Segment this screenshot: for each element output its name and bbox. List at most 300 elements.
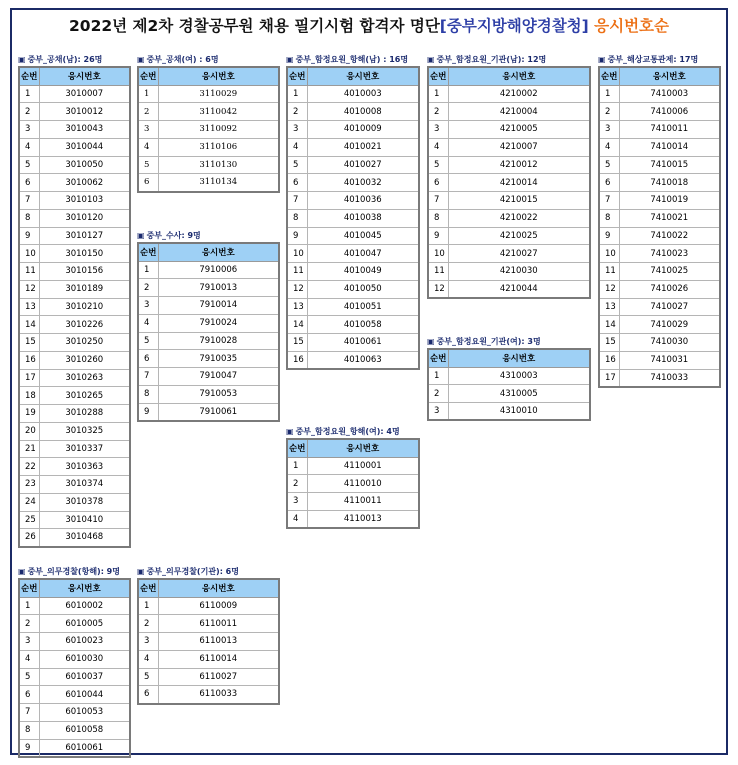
exam-number: 7410014 [619, 138, 720, 156]
exam-number: 3010363 [39, 458, 130, 476]
row-number: 18 [19, 387, 39, 405]
table-row [599, 316, 720, 334]
table-row [19, 209, 130, 227]
exam-number: 3010325 [39, 422, 130, 440]
row-number: 11 [428, 263, 448, 281]
row-number: 8 [19, 721, 39, 739]
table-row [287, 334, 419, 352]
table-row [287, 245, 419, 263]
exam-number: 4310005 [448, 385, 590, 403]
exam-number: 7410018 [619, 174, 720, 192]
exam-number: 3010012 [39, 103, 130, 121]
exam-number: 6010053 [39, 704, 130, 722]
group-block [137, 565, 280, 705]
exam-number: 3010150 [39, 245, 130, 263]
table-header-row [428, 67, 590, 85]
table-row [138, 314, 279, 332]
row-number: 5 [287, 156, 307, 174]
row-number: 7 [19, 192, 39, 210]
table-row [599, 192, 720, 210]
row-number: 1 [19, 85, 39, 103]
row-number: 6 [19, 686, 39, 704]
table-row [287, 85, 419, 103]
row-number: 5 [138, 668, 158, 686]
row-number: 9 [19, 739, 39, 757]
exam-number: 7410030 [619, 334, 720, 352]
exam-number: 3110029 [158, 85, 279, 103]
exam-number: 7910035 [158, 350, 279, 368]
table-row [599, 298, 720, 316]
table-row [599, 85, 720, 103]
exam-number: 7410026 [619, 280, 720, 298]
row-number: 5 [19, 156, 39, 174]
group-caption [598, 53, 721, 66]
exam-number: 4310003 [448, 367, 590, 385]
exam-number: 4210002 [448, 85, 590, 103]
row-number: 9 [428, 227, 448, 245]
square-bullet-icon: ▣ [286, 427, 294, 436]
exam-number: 3010288 [39, 405, 130, 423]
exam-number: 7410023 [619, 245, 720, 263]
group-caption-text: 중부_함정요원_기관(남): 12명 [436, 55, 547, 64]
table-row [19, 351, 130, 369]
square-bullet-icon: ▣ [286, 55, 294, 64]
row-number: 2 [138, 279, 158, 297]
row-number: 3 [19, 633, 39, 651]
table-row [599, 351, 720, 369]
exam-number: 6110009 [158, 597, 279, 615]
exam-number: 4010021 [307, 138, 419, 156]
row-number: 2 [19, 103, 39, 121]
table-row [19, 405, 130, 423]
row-number: 5 [428, 156, 448, 174]
square-bullet-icon: ▣ [18, 567, 26, 576]
table-row [428, 174, 590, 192]
row-number: 6 [138, 174, 158, 192]
exam-number: 4210030 [448, 263, 590, 281]
row-number: 17 [19, 369, 39, 387]
row-number: 3 [599, 121, 619, 139]
results-table [137, 242, 280, 422]
table-row [287, 138, 419, 156]
exam-number: 6010023 [39, 633, 130, 651]
row-number: 17 [599, 369, 619, 387]
exam-number: 4010051 [307, 298, 419, 316]
square-bullet-icon: ▣ [18, 55, 26, 64]
table-header-row [428, 349, 590, 367]
table-row [19, 156, 130, 174]
table-row [599, 121, 720, 139]
row-number: 5 [138, 332, 158, 350]
group-block [427, 335, 591, 421]
table-row [138, 103, 279, 121]
exam-number: 7410027 [619, 298, 720, 316]
exam-number: 3010226 [39, 316, 130, 334]
row-number: 4 [138, 138, 158, 156]
row-number: 2 [19, 615, 39, 633]
exam-number: 6010037 [39, 668, 130, 686]
row-number: 10 [428, 245, 448, 263]
title-order: 응시번호순 [588, 17, 669, 35]
row-number: 6 [287, 174, 307, 192]
table-row [287, 209, 419, 227]
table-row [138, 174, 279, 192]
exam-number: 4210004 [448, 103, 590, 121]
exam-number: 6010061 [39, 739, 130, 757]
group-caption [427, 335, 591, 348]
row-number: 4 [138, 650, 158, 668]
exam-number: 3010156 [39, 263, 130, 281]
table-row [19, 476, 130, 494]
exam-number: 4010009 [307, 121, 419, 139]
group-caption-text: 중부_의무경찰(기관): 6명 [146, 567, 239, 576]
exam-number: 3110106 [158, 138, 279, 156]
exam-number: 3010410 [39, 511, 130, 529]
row-number: 6 [19, 174, 39, 192]
row-number: 6 [138, 350, 158, 368]
row-number: 9 [599, 227, 619, 245]
group-caption-text: 중부_공채(여) : 6명 [146, 55, 219, 64]
group-caption-text: 중부_함정요원_기관(여): 3명 [436, 337, 541, 346]
table-row [138, 615, 279, 633]
group-block [137, 229, 280, 422]
table-row [138, 633, 279, 651]
exam-number: 3010189 [39, 280, 130, 298]
table-row [287, 103, 419, 121]
row-number: 7 [599, 192, 619, 210]
row-number: 1 [599, 85, 619, 103]
row-number: 16 [599, 351, 619, 369]
exam-number: 7410006 [619, 103, 720, 121]
table-row [19, 245, 130, 263]
results-table [137, 578, 280, 705]
row-number: 2 [287, 103, 307, 121]
exam-number: 3010120 [39, 209, 130, 227]
exam-number: 7910028 [158, 332, 279, 350]
table-header-row [138, 67, 279, 85]
table-row [19, 369, 130, 387]
table-row [138, 279, 279, 297]
results-table [286, 66, 420, 370]
exam-number: 4110013 [307, 510, 419, 528]
square-bullet-icon: ▣ [137, 567, 145, 576]
row-number: 4 [138, 314, 158, 332]
results-table [598, 66, 721, 388]
group-caption-text: 중부_해상교통관제: 17명 [607, 55, 699, 64]
table-row [287, 192, 419, 210]
table-row [138, 121, 279, 139]
row-number: 24 [19, 493, 39, 511]
table-row [428, 192, 590, 210]
row-number: 2 [428, 103, 448, 121]
row-number: 21 [19, 440, 39, 458]
group-caption-text: 중부_공채(남): 26명 [27, 55, 103, 64]
exam-number: 3010044 [39, 138, 130, 156]
row-number: 8 [287, 209, 307, 227]
exam-number: 4210027 [448, 245, 590, 263]
table-row [138, 368, 279, 386]
table-row [19, 493, 130, 511]
exam-number: 7410019 [619, 192, 720, 210]
row-number: 4 [19, 650, 39, 668]
group-caption [18, 565, 131, 578]
table-header-row [599, 67, 720, 85]
table-row [287, 280, 419, 298]
row-number: 7 [428, 192, 448, 210]
group-block [18, 565, 131, 758]
row-number: 16 [19, 351, 39, 369]
row-number: 4 [599, 138, 619, 156]
table-row [19, 263, 130, 281]
exam-number: 6010005 [39, 615, 130, 633]
exam-number: 3110092 [158, 121, 279, 139]
row-number: 14 [287, 316, 307, 334]
table-row [19, 121, 130, 139]
header-exam-number: 응시번호 [39, 579, 130, 597]
exam-number: 3110042 [158, 103, 279, 121]
table-row [19, 739, 130, 757]
row-number: 26 [19, 529, 39, 547]
exam-number: 4210044 [448, 280, 590, 298]
row-number: 15 [599, 334, 619, 352]
table-header-row [287, 439, 419, 457]
exam-number: 4010032 [307, 174, 419, 192]
row-number: 8 [599, 209, 619, 227]
exam-number: 7410011 [619, 121, 720, 139]
exam-number: 7410022 [619, 227, 720, 245]
row-number: 15 [287, 334, 307, 352]
table-row [428, 263, 590, 281]
exam-number: 4010050 [307, 280, 419, 298]
table-row [19, 85, 130, 103]
header-exam-number: 응시번호 [158, 67, 279, 85]
group-block [427, 53, 591, 299]
table-row [19, 686, 130, 704]
table-row [138, 85, 279, 103]
group-caption [286, 425, 420, 438]
title-main: 2022년 제2차 경찰공무원 채용 필기시험 합격자 명단 [69, 17, 440, 35]
row-number: 10 [287, 245, 307, 263]
exam-number: 7910006 [158, 261, 279, 279]
table-row [599, 227, 720, 245]
header-no: 순번 [19, 579, 39, 597]
row-number: 3 [428, 121, 448, 139]
table-row [19, 316, 130, 334]
table-row [428, 209, 590, 227]
table-row [287, 316, 419, 334]
group-caption [137, 53, 280, 66]
group-caption [137, 565, 280, 578]
table-header-row [138, 243, 279, 261]
row-number: 11 [599, 263, 619, 281]
row-number: 14 [599, 316, 619, 334]
header-no: 순번 [287, 67, 307, 85]
group-caption-text: 중부_함정요원_항해(여): 4명 [295, 427, 400, 436]
row-number: 10 [19, 245, 39, 263]
row-number: 1 [138, 597, 158, 615]
table-row [19, 103, 130, 121]
square-bullet-icon: ▣ [598, 55, 606, 64]
row-number: 2 [599, 103, 619, 121]
row-number: 1 [287, 85, 307, 103]
row-number: 3 [138, 121, 158, 139]
exam-number: 4010061 [307, 334, 419, 352]
exam-number: 4010003 [307, 85, 419, 103]
group-block [18, 53, 131, 548]
table-row [428, 156, 590, 174]
table-row [287, 263, 419, 281]
row-number: 9 [19, 227, 39, 245]
table-row [428, 85, 590, 103]
exam-number: 4010036 [307, 192, 419, 210]
row-number: 1 [428, 85, 448, 103]
exam-number: 7410029 [619, 316, 720, 334]
row-number: 3 [287, 121, 307, 139]
row-number: 5 [19, 668, 39, 686]
table-row [138, 297, 279, 315]
table-row [138, 385, 279, 403]
exam-number: 4110010 [307, 475, 419, 493]
exam-number: 3010043 [39, 121, 130, 139]
row-number: 14 [19, 316, 39, 334]
table-row [19, 511, 130, 529]
row-number: 6 [138, 686, 158, 704]
row-number: 2 [428, 385, 448, 403]
results-table [427, 348, 591, 421]
row-number: 2 [287, 475, 307, 493]
exam-number: 7910013 [158, 279, 279, 297]
table-row [599, 263, 720, 281]
table-row [19, 458, 130, 476]
row-number: 23 [19, 476, 39, 494]
exam-number: 4010027 [307, 156, 419, 174]
exam-number: 7910061 [158, 403, 279, 421]
header-exam-number: 응시번호 [448, 349, 590, 367]
group-caption [18, 53, 131, 66]
header-exam-number: 응시번호 [448, 67, 590, 85]
results-table [286, 438, 420, 529]
table-row [19, 597, 130, 615]
row-number: 12 [428, 280, 448, 298]
row-number: 9 [138, 403, 158, 421]
exam-number: 4210025 [448, 227, 590, 245]
row-number: 8 [428, 209, 448, 227]
table-row [138, 686, 279, 704]
table-row [138, 650, 279, 668]
exam-number: 7410003 [619, 85, 720, 103]
table-row [599, 245, 720, 263]
exam-number: 7910053 [158, 385, 279, 403]
row-number: 11 [287, 263, 307, 281]
group-caption-text: 중부_수사: 9명 [146, 231, 201, 240]
table-row [287, 156, 419, 174]
table-row [19, 174, 130, 192]
table-row [138, 332, 279, 350]
page-title [0, 14, 738, 36]
row-number: 12 [599, 280, 619, 298]
row-number: 7 [19, 704, 39, 722]
table-row [599, 103, 720, 121]
exam-number: 4010045 [307, 227, 419, 245]
exam-number: 7910014 [158, 297, 279, 315]
table-row [19, 668, 130, 686]
exam-number: 3010263 [39, 369, 130, 387]
header-no: 순번 [428, 349, 448, 367]
exam-number: 6110027 [158, 668, 279, 686]
header-no: 순번 [428, 67, 448, 85]
table-row [428, 245, 590, 263]
exam-number: 4310010 [448, 403, 590, 421]
header-exam-number: 응시번호 [158, 243, 279, 261]
results-table [18, 66, 131, 548]
table-row [287, 298, 419, 316]
table-row [138, 261, 279, 279]
exam-number: 6010030 [39, 650, 130, 668]
exam-number: 6010044 [39, 686, 130, 704]
row-number: 4 [287, 510, 307, 528]
exam-number: 3110130 [158, 156, 279, 174]
group-block [286, 53, 420, 370]
table-row [19, 704, 130, 722]
table-row [599, 156, 720, 174]
group-caption [286, 53, 420, 66]
table-row [19, 422, 130, 440]
exam-number: 3010250 [39, 334, 130, 352]
table-row [287, 457, 419, 475]
header-exam-number: 응시번호 [158, 579, 279, 597]
table-row [19, 615, 130, 633]
exam-number: 7910047 [158, 368, 279, 386]
exam-number: 4010047 [307, 245, 419, 263]
row-number: 19 [19, 405, 39, 423]
table-row [19, 721, 130, 739]
row-number: 13 [287, 298, 307, 316]
header-exam-number: 응시번호 [307, 439, 419, 457]
table-row [19, 138, 130, 156]
table-row [428, 280, 590, 298]
exam-number: 4110001 [307, 457, 419, 475]
row-number: 15 [19, 334, 39, 352]
exam-number: 3010210 [39, 298, 130, 316]
group-block [286, 425, 420, 529]
table-row [19, 227, 130, 245]
row-number: 1 [19, 597, 39, 615]
table-row [287, 351, 419, 369]
row-number: 13 [599, 298, 619, 316]
exam-number: 3010337 [39, 440, 130, 458]
exam-number: 3010050 [39, 156, 130, 174]
table-row [287, 174, 419, 192]
table-header-row [138, 579, 279, 597]
table-row [599, 369, 720, 387]
row-number: 9 [287, 227, 307, 245]
table-row [428, 385, 590, 403]
row-number: 1 [287, 457, 307, 475]
exam-number: 7410031 [619, 351, 720, 369]
group-caption-text: 중부_함정요원_항해(남) : 16명 [295, 55, 409, 64]
row-number: 1 [138, 85, 158, 103]
header-exam-number: 응시번호 [619, 67, 720, 85]
header-exam-number: 응시번호 [307, 67, 419, 85]
table-row [599, 334, 720, 352]
row-number: 4 [19, 138, 39, 156]
exam-number: 6110014 [158, 650, 279, 668]
exam-number: 7410033 [619, 369, 720, 387]
row-number: 22 [19, 458, 39, 476]
exam-number: 6010058 [39, 721, 130, 739]
table-row [19, 192, 130, 210]
table-row [138, 597, 279, 615]
